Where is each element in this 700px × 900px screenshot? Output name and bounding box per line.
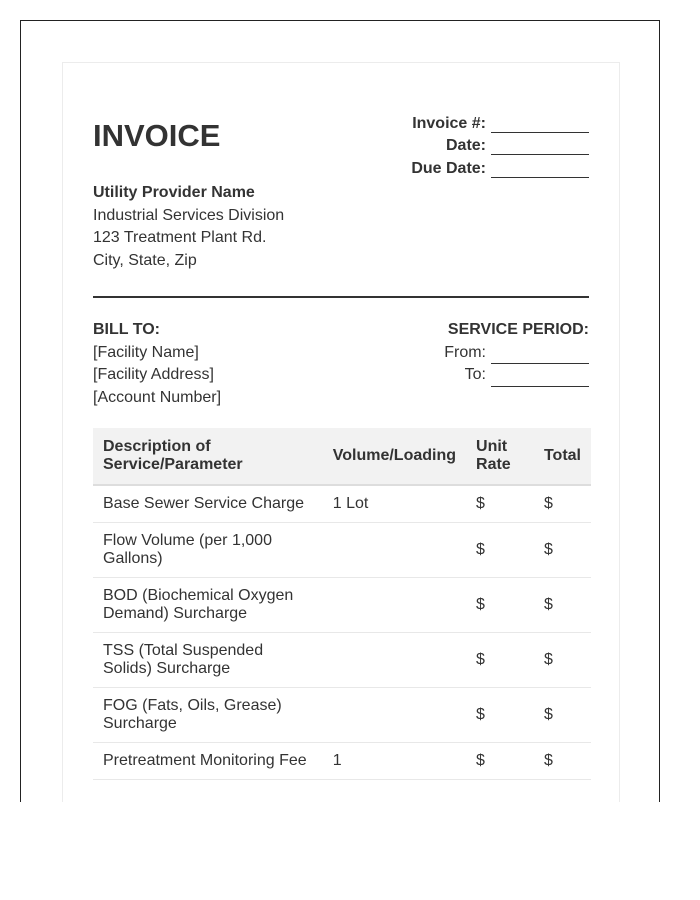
line-items-table xyxy=(93,428,591,780)
row-total: $ xyxy=(534,743,591,780)
row-rate: $ xyxy=(466,633,534,688)
invoice-title: INVOICE xyxy=(93,118,221,153)
invoice-number-row xyxy=(329,110,589,133)
account-number: [Account Number] xyxy=(93,388,222,406)
facility-address: [Facility Address] xyxy=(93,366,214,383)
row-volume: 1 Lot xyxy=(323,485,466,523)
bill-to-block xyxy=(93,319,221,409)
table-row xyxy=(93,743,591,780)
period-from-row xyxy=(444,342,589,365)
row-rate: $ xyxy=(466,578,534,633)
provider-division: Industrial Services Division xyxy=(93,206,285,224)
header-description: Description of Service/Parameter xyxy=(93,428,323,485)
period-from-label: From: xyxy=(444,343,486,361)
table-header-row xyxy=(93,428,591,485)
invoice-date-blank[interactable] xyxy=(491,139,589,155)
service-period-header: SERVICE PERIOD: xyxy=(447,321,589,338)
section-divider xyxy=(93,296,589,298)
bill-to-header: BILL TO: xyxy=(93,321,160,338)
provider-name: Utility Provider Name xyxy=(93,184,255,201)
row-total: $ xyxy=(534,578,591,633)
provider-city: City, State, Zip xyxy=(93,251,197,269)
invoice-date-row xyxy=(329,133,589,156)
row-rate: $ xyxy=(466,743,534,780)
period-from-blank[interactable] xyxy=(491,348,589,364)
document-frame xyxy=(20,20,660,802)
row-description: BOD (Biochemical Oxygen Demand) Surcharge xyxy=(93,578,323,633)
row-volume xyxy=(323,523,466,578)
invoice-meta xyxy=(329,110,589,178)
row-total: $ xyxy=(534,523,591,578)
service-period-block xyxy=(444,319,589,387)
header-volume: Volume/Loading xyxy=(323,428,466,485)
invoice-number-label: Invoice #: xyxy=(412,114,486,132)
table-row xyxy=(93,578,591,633)
row-description: TSS (Total Suspended Solids) Surcharge xyxy=(93,633,323,688)
invoice-number-blank[interactable] xyxy=(491,117,589,133)
row-volume xyxy=(323,578,466,633)
row-total: $ xyxy=(534,633,591,688)
table-row xyxy=(93,633,591,688)
invoice-sheet xyxy=(62,62,620,802)
due-date-blank[interactable] xyxy=(491,162,589,178)
table-row xyxy=(93,688,591,743)
table-row xyxy=(93,485,591,523)
invoice-date-label: Date: xyxy=(445,137,486,154)
header-total: Total xyxy=(534,428,591,485)
row-volume xyxy=(323,688,466,743)
provider-address: 123 Treatment Plant Rd. xyxy=(93,229,267,246)
row-rate: $ xyxy=(466,688,534,743)
row-description: Pretreatment Monitoring Fee xyxy=(93,743,323,780)
row-rate: $ xyxy=(466,523,534,578)
due-date-label: Due Date: xyxy=(411,159,486,177)
period-to-row xyxy=(444,364,589,387)
row-description: Base Sewer Service Charge xyxy=(93,485,323,523)
row-total: $ xyxy=(534,485,591,523)
table-row xyxy=(93,523,591,578)
due-date-row xyxy=(329,155,589,178)
row-total: $ xyxy=(534,688,591,743)
row-volume: 1 xyxy=(323,743,466,780)
period-to-blank[interactable] xyxy=(491,371,589,387)
header-unit-rate: Unit Rate xyxy=(466,428,534,485)
provider-block xyxy=(93,182,284,272)
row-volume xyxy=(323,633,466,688)
period-to-label: To: xyxy=(464,366,486,383)
row-description: FOG (Fats, Oils, Grease) Surcharge xyxy=(93,688,323,743)
row-description: Flow Volume (per 1,000 Gallons) xyxy=(93,523,323,578)
facility-name: [Facility Name] xyxy=(93,343,199,361)
row-rate: $ xyxy=(466,485,534,523)
